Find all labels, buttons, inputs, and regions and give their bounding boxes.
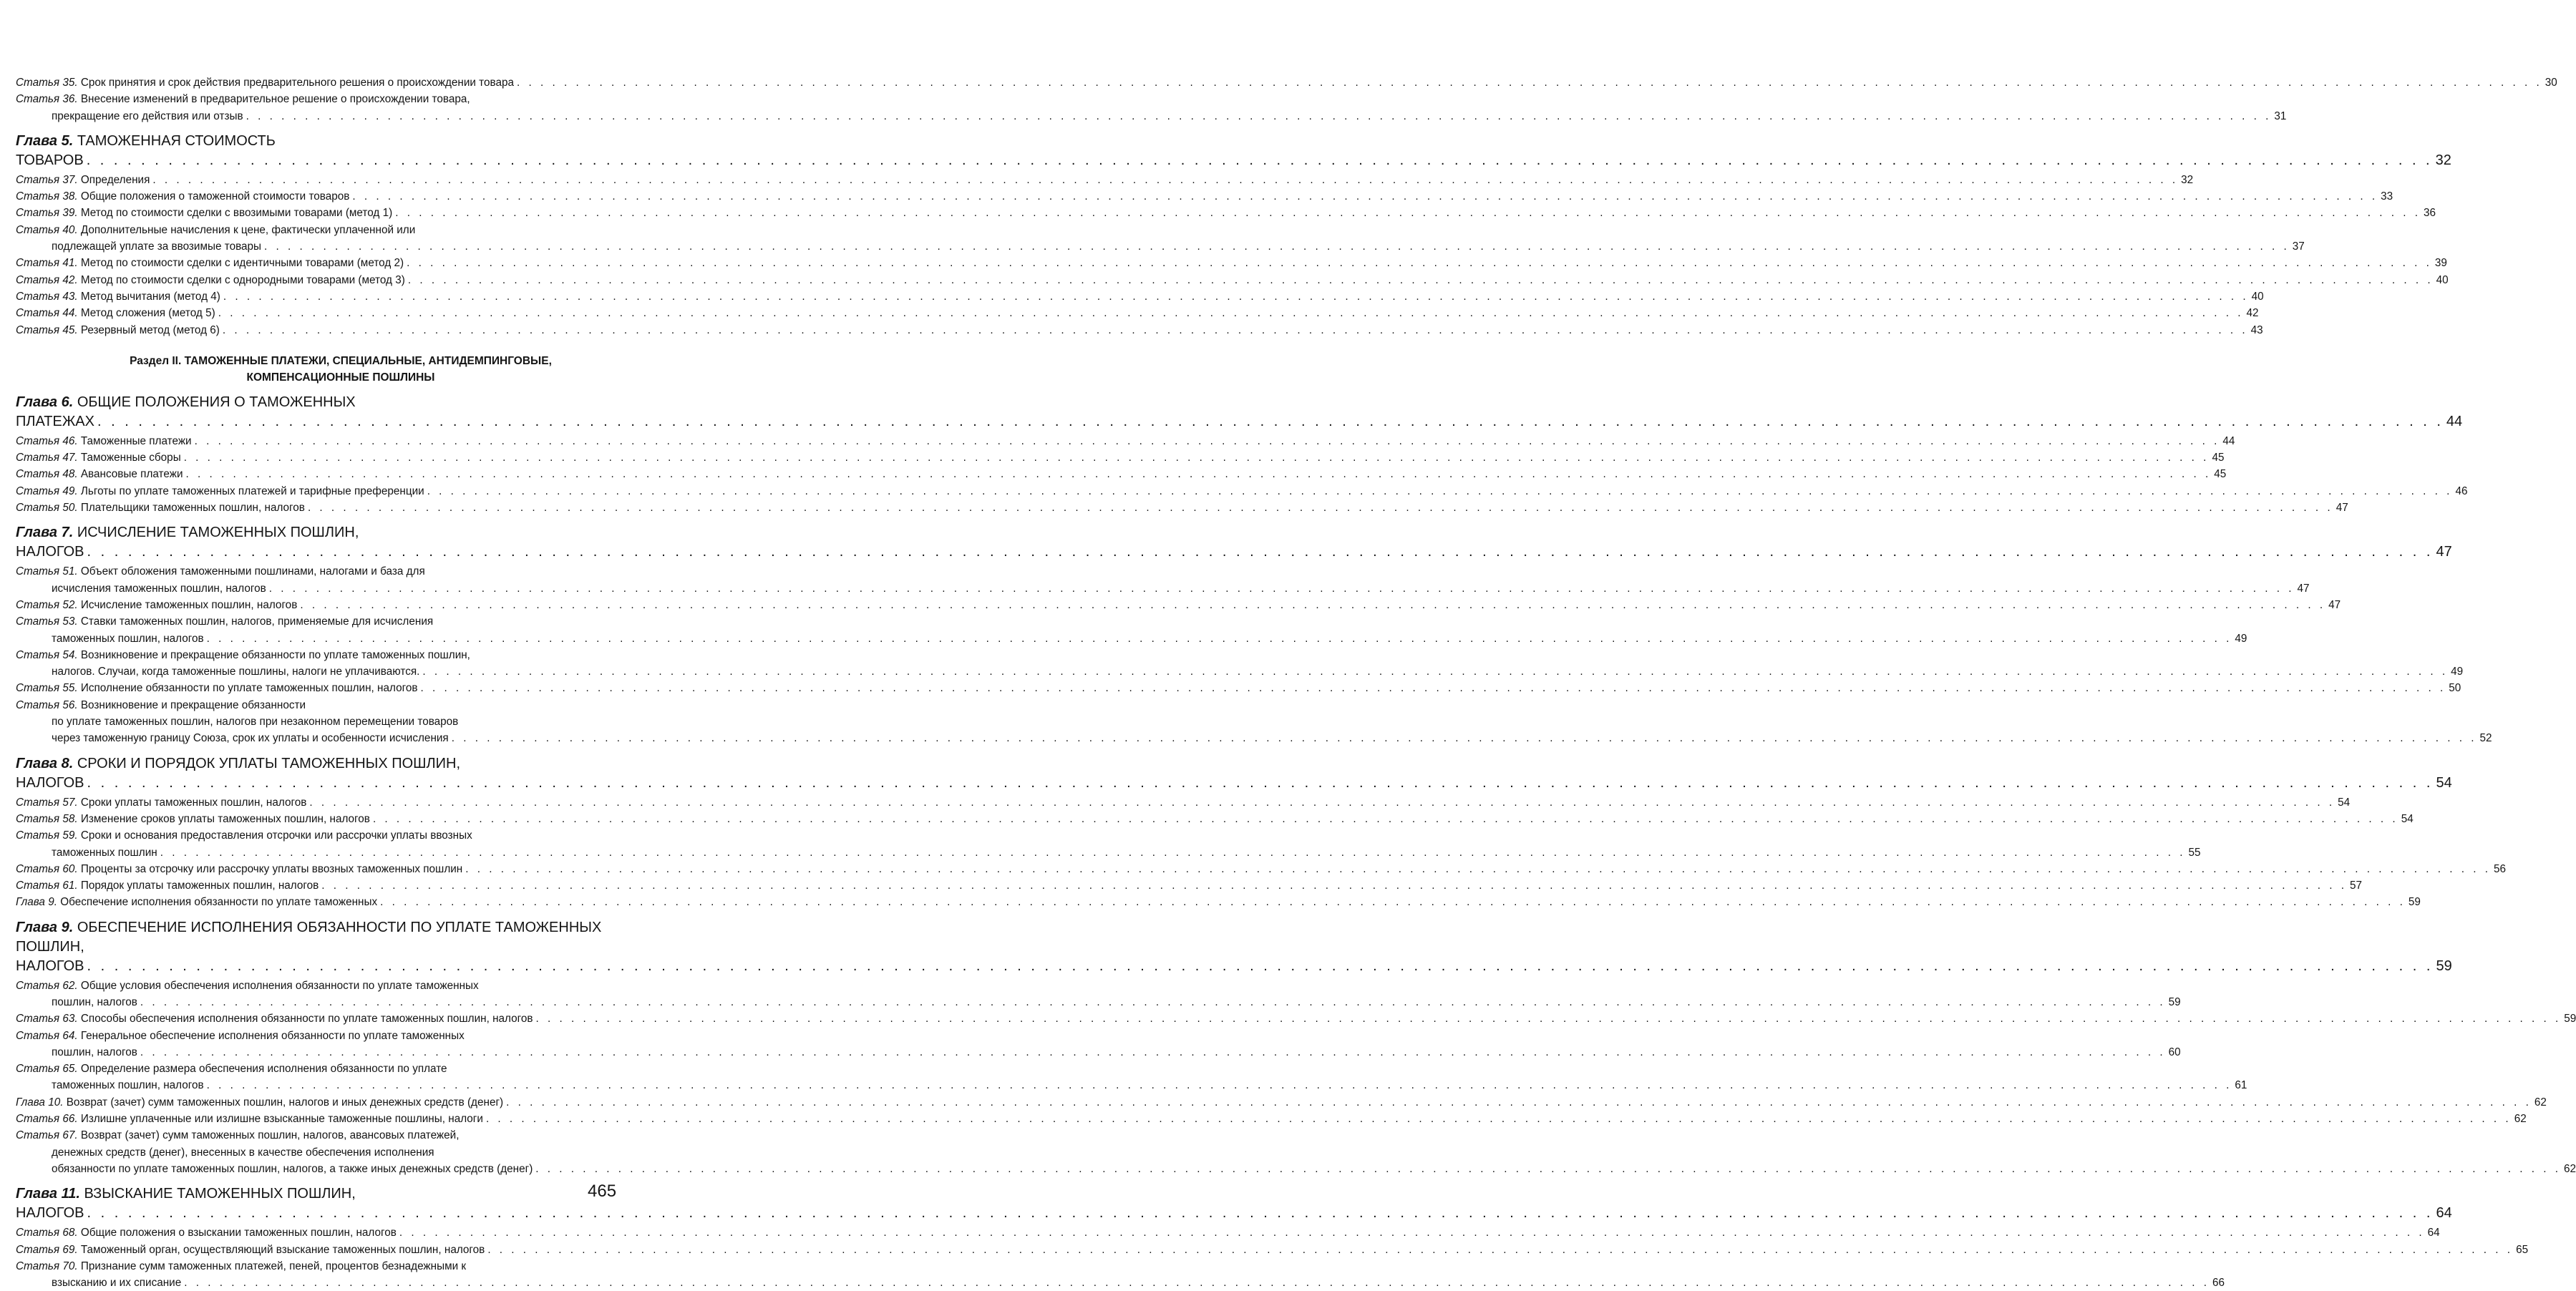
toc-line: [16, 918, 666, 937]
dot-leader: [373, 811, 2398, 827]
toc-entry-title: таможенных пошлин, налогов: [52, 632, 204, 645]
dot-leader: [308, 500, 2333, 516]
toc-entry-label: Статья 45.: [16, 323, 78, 336]
dot-leader: [140, 994, 2166, 1010]
toc-line: [16, 713, 666, 730]
toc-page-number: 62: [2564, 1162, 2576, 1175]
toc-entry-title: прекращение его действия или отзыв: [52, 109, 243, 122]
section-heading-line: КОМПЕНСАЦИОННЫЕ ПОШЛИНЫ: [246, 371, 435, 384]
toc-entry-label: Статья 37.: [16, 173, 78, 186]
toc-line: [16, 894, 2421, 910]
toc-entry-label: Статья 61.: [16, 880, 78, 892]
toc-chapter[interactable]: [16, 393, 2463, 432]
toc-entry-title: Порядок уплаты таможенных пошлин, налогов: [80, 880, 319, 892]
toc-entry-title: таможенных пошлин, налогов: [52, 1079, 204, 1092]
toc-page-number: 56: [2494, 862, 2507, 875]
toc-entry-title: Ставки таможенных пошлин, налогов, применяемые для исчисления: [80, 615, 434, 628]
toc-entry-title: Авансовые платежи: [80, 468, 183, 481]
toc-entry-label: Глава 7.: [16, 525, 74, 541]
toc-entry-label: Статья 42.: [16, 273, 78, 286]
toc-entry-label: Статья 60.: [16, 862, 78, 875]
toc-page-number: 47: [2436, 544, 2452, 560]
toc-entry-label: Статья 53.: [16, 615, 78, 628]
toc-entry-title: Генеральное обеспечение исполнения обязанности по уплате таможенных: [80, 1029, 465, 1042]
toc-entry-title: Метод сложения (метод 5): [80, 307, 215, 320]
toc-entry-title: Объект обложения таможенными пошлинами, налогами и база для: [80, 565, 425, 578]
toc-chapter[interactable]: [16, 1184, 2452, 1223]
toc-line: [16, 827, 666, 844]
toc-line: [16, 1242, 2529, 1258]
toc-line: [16, 272, 2449, 288]
toc-line: [16, 730, 2492, 746]
toc-entry-label: Статья 59.: [16, 829, 78, 842]
toc-page-number: 49: [2235, 632, 2247, 645]
toc-chapter[interactable]: [16, 918, 2452, 976]
toc-line: [16, 132, 2451, 170]
toc-entry-label: Глава 9.: [16, 919, 74, 935]
toc-line: [16, 466, 2227, 482]
dot-leader: [160, 844, 2186, 861]
dot-leader: [487, 1242, 2513, 1258]
toc-page-number: 54: [2338, 796, 2351, 809]
toc-entry-label: Глава 5.: [16, 132, 74, 149]
toc-entry-title: Общие условия обеспечения исполнения обязанности по уплате таможенных: [80, 979, 479, 992]
dot-leader: [407, 255, 2432, 271]
toc-line: [16, 91, 666, 107]
dot-leader: [97, 414, 2444, 429]
toc-line: [16, 978, 666, 994]
toc-article[interactable]: [16, 680, 2461, 696]
dot-leader: [264, 238, 2290, 255]
toc-line: [16, 1044, 2181, 1061]
toc-article[interactable]: [16, 1224, 2440, 1241]
toc-page-number: 66: [2212, 1277, 2225, 1290]
toc-article[interactable]: [16, 172, 2194, 188]
toc-entry-title: Метод по стоимости сделки с ввозимыми товарами (метод 1): [80, 207, 393, 220]
toc-article[interactable]: [16, 1242, 2529, 1258]
toc-entry-title: денежных средств (денег), внесенных в качестве обеспечения исполнения: [52, 1146, 434, 1159]
dot-leader: [218, 305, 2244, 321]
toc-entry-title: Внесение изменений в предварительное решение о происхождении товара,: [80, 93, 470, 106]
toc-entry-title: Изменение сроков уплаты таможенных пошлин, налогов: [80, 812, 370, 825]
toc-page-number: 61: [2235, 1079, 2247, 1092]
dot-leader: [195, 433, 2220, 449]
toc-article[interactable]: [16, 811, 2414, 827]
toc-article[interactable]: [16, 500, 2348, 516]
toc-line: [16, 108, 2287, 125]
toc-line: [16, 1010, 2576, 1027]
toc-line: [16, 937, 2452, 976]
toc-entry-label: Статья 62.: [16, 979, 78, 992]
dot-leader: [87, 544, 2434, 560]
toc-line: [16, 663, 2464, 680]
toc-page-number: 49: [2451, 666, 2464, 678]
toc-page-number: 33: [2381, 190, 2393, 203]
dot-leader: [246, 108, 2272, 125]
toc-entry-label: Статья 57.: [16, 796, 78, 809]
toc-entry-title: ОБЩИЕ ПОЛОЖЕНИЯ О ТАМОЖЕННЫХ ПЛАТЕЖАХ: [16, 394, 356, 429]
toc-article[interactable]: [16, 563, 2310, 597]
toc-entry-label: Статья 41.: [16, 257, 78, 270]
toc-entry-label: Статья 44.: [16, 307, 78, 320]
toc-page-number: 57: [2350, 880, 2363, 892]
toc-line: [16, 844, 2201, 861]
dot-leader: [184, 1275, 2210, 1291]
toc-line: [16, 74, 2557, 91]
toc-entry-label: Статья 66.: [16, 1113, 78, 1126]
toc-article[interactable]: [16, 647, 2464, 681]
toc-entry-label: Статья 52.: [16, 598, 78, 611]
toc-entry-title: через таможенную границу Союза, срок их уплаты и особенности исчисления: [52, 732, 449, 745]
toc-entry-title: Обеспечение исполнения обязанности по уплате таможенных: [60, 896, 378, 909]
toc-entry-label: Статья 51.: [16, 565, 78, 578]
toc-line: [16, 1077, 2247, 1093]
toc-article[interactable]: [16, 188, 2393, 205]
toc-page-number: 59: [2564, 1013, 2576, 1026]
toc-article[interactable]: [16, 305, 2259, 321]
toc-page-number: 31: [2274, 109, 2287, 122]
dot-leader: [517, 74, 2542, 91]
toc-article[interactable]: [16, 978, 2181, 1011]
dot-leader: [535, 1161, 2561, 1177]
toc-entry-title: подлежащей уплате за ввозимые товары: [52, 240, 262, 253]
toc-entry-label: Статья 68.: [16, 1227, 78, 1239]
toc-entry-title: взысканию и их списание: [52, 1277, 182, 1290]
toc-line: [16, 288, 2264, 305]
dot-leader: [152, 172, 2178, 188]
toc-article[interactable]: [16, 1258, 2225, 1291]
dot-leader: [399, 1224, 2425, 1241]
toc-entry-title: Дополнительные начисления к цене, фактически уплаченной или: [80, 223, 416, 236]
dot-leader: [184, 449, 2210, 466]
toc-line: [16, 697, 666, 713]
toc-article[interactable]: [16, 827, 2201, 861]
toc-line: [16, 433, 2235, 449]
toc-entry-title: Исчисление таможенных пошлин, налогов: [80, 598, 298, 611]
dot-leader: [352, 188, 2378, 205]
toc-page-number: 43: [2250, 323, 2263, 336]
toc-entry-label: Статья 50.: [16, 502, 78, 515]
toc-line: [16, 1111, 2527, 1127]
toc-page-number: 64: [2427, 1227, 2440, 1239]
toc-entry-label: Глава 11.: [16, 1186, 80, 1202]
toc-page-number: 65: [2516, 1243, 2529, 1256]
toc-entry-title: Определение размера обеспечения исполнения обязанности по уплате: [80, 1063, 447, 1076]
toc-entry-title: Определения: [80, 173, 150, 186]
toc-entry-title: СРОКИ И ПОРЯДОК УПЛАТЫ ТАМОЖЕННЫХ ПОШЛИН, НАЛОГОВ: [16, 755, 461, 791]
toc-article[interactable]: [16, 794, 2351, 811]
toc-entry-label: Статья 64.: [16, 1029, 78, 1042]
toc-page-number: 54: [2401, 812, 2414, 825]
toc-entry-label: Статья 46.: [16, 434, 78, 447]
toc-line: [16, 563, 666, 580]
page-number: 465: [588, 1182, 617, 1201]
toc-line: [16, 393, 2463, 432]
toc-article[interactable]: [16, 894, 2421, 910]
toc-entry-title: ПОШЛИН, НАЛОГОВ: [16, 938, 84, 974]
toc-page-number: 60: [2168, 1046, 2181, 1058]
toc-article[interactable]: [16, 255, 2447, 271]
dot-leader: [422, 663, 2448, 680]
toc-entry-label: Глава 6.: [16, 394, 74, 410]
toc-line: [16, 483, 2468, 500]
toc-line: [16, 1161, 2576, 1177]
dot-leader: [223, 288, 2249, 305]
toc-entry-title: Проценты за отсрочку или рассрочку уплаты ввозных таможенных пошлин: [80, 862, 463, 875]
table-of-contents: [16, 74, 2576, 1291]
toc-line: [16, 1061, 666, 1077]
toc-entry-title: обязанности по уплате таможенных пошлин, налогов, а также иных денежных средств (денег): [52, 1162, 533, 1175]
toc-page-number: 47: [2336, 502, 2348, 515]
toc-entry-title: ИСЧИСЛЕНИЕ ТАМОЖЕННЫХ ПОШЛИН, НАЛОГОВ: [16, 525, 359, 560]
dot-leader: [536, 1010, 2562, 1027]
toc-line: [16, 754, 2452, 793]
dot-leader: [207, 1077, 2232, 1093]
toc-line: [16, 1275, 2225, 1291]
toc-entry-label: Статья 47.: [16, 452, 78, 464]
toc-entry-label: Статья 40.: [16, 223, 78, 236]
toc-page-number: 47: [2297, 582, 2310, 595]
dot-leader: [395, 205, 2421, 221]
toc-page-number: 62: [2534, 1096, 2547, 1109]
toc-article[interactable]: [16, 91, 2287, 125]
toc-page-number: 44: [2222, 434, 2235, 447]
toc-entry-title: Возврат (зачет) сумм таможенных пошлин, налогов, авансовых платежей,: [80, 1129, 460, 1142]
toc-line: [16, 597, 2341, 613]
toc-line: [16, 322, 2263, 338]
toc-line: [16, 794, 2351, 811]
toc-entry-label: Статья 69.: [16, 1243, 78, 1256]
toc-article[interactable]: [16, 597, 2341, 613]
toc-entry-label: Статья 49.: [16, 484, 78, 497]
toc-line: [16, 1258, 666, 1275]
toc-page-number: 47: [2328, 598, 2341, 611]
toc-page-number: 39: [2434, 257, 2447, 270]
toc-entry-label: Статья 36.: [16, 93, 78, 106]
toc-page-number: 64: [2436, 1205, 2452, 1222]
toc-line: [16, 877, 2363, 894]
toc-entry-title: Резервный метод (метод 6): [80, 323, 220, 336]
dot-leader: [223, 322, 2248, 338]
toc-line: [16, 523, 2452, 562]
toc-line: [16, 255, 2447, 271]
toc-line: [16, 1224, 2440, 1241]
toc-entry-label: Статья 63.: [16, 1013, 78, 1026]
dot-leader: [380, 894, 2406, 910]
toc-entry-title: Возникновение и прекращение обязанности: [80, 698, 306, 711]
toc-line: [16, 580, 2310, 597]
toc-chapter[interactable]: [16, 523, 2452, 562]
toc-line: [16, 172, 2194, 188]
toc-entry-title: Возникновение и прекращение обязанности по уплате таможенных пошлин,: [80, 648, 470, 661]
toc-page-number: 54: [2436, 774, 2452, 791]
section-heading-line: Раздел II. ТАМОЖЕННЫЕ ПЛАТЕЖИ, СПЕЦИАЛЬНЫЕ, АНТИДЕМПИНГОВЫЕ,: [130, 354, 552, 367]
toc-page-number: 52: [2479, 732, 2492, 745]
toc-page-number: 62: [2514, 1113, 2527, 1126]
toc-line: [16, 994, 2181, 1010]
toc-article[interactable]: [16, 322, 2263, 338]
toc-line: [16, 647, 666, 663]
toc-article[interactable]: [16, 1111, 2527, 1127]
toc-entry-title: Исполнение обязанности по уплате таможенных пошлин, налогов: [80, 682, 418, 695]
dot-leader: [506, 1094, 2532, 1111]
toc-page-number: 50: [2449, 682, 2461, 695]
toc-page-number: 59: [2168, 995, 2181, 1008]
toc-article[interactable]: [16, 466, 2227, 482]
toc-article[interactable]: [16, 697, 2492, 747]
toc-line: [16, 630, 2247, 647]
toc-page-number: 45: [2214, 468, 2227, 481]
toc-entry-label: Статья 70.: [16, 1260, 78, 1272]
dot-leader: [309, 794, 2335, 811]
toc-entry-label: Статья 67.: [16, 1129, 78, 1142]
toc-entry-title: Льготы по уплате таможенных платежей и тарифные преференции: [80, 484, 424, 497]
toc-line: [16, 1094, 2547, 1111]
dot-leader: [427, 483, 2453, 500]
toc-entry-title: Общие положения о таможенной стоимости товаров: [80, 190, 350, 203]
toc-entry-title: Плательщики таможенных пошлин, налогов: [80, 502, 305, 515]
dot-leader: [140, 1044, 2166, 1061]
toc-line: [16, 222, 666, 238]
toc-article[interactable]: [16, 1094, 2547, 1111]
dot-leader: [87, 775, 2434, 791]
toc-line: [16, 449, 2225, 466]
toc-line: [16, 680, 2461, 696]
toc-article[interactable]: [16, 1010, 2576, 1027]
toc-page-number: 55: [2188, 846, 2201, 859]
toc-article[interactable]: [16, 288, 2264, 305]
toc-article[interactable]: [16, 222, 2305, 255]
toc-page-number: 36: [2423, 207, 2436, 220]
toc-entry-label: Статья 35.: [16, 77, 78, 89]
toc-entry-title: Сроки уплаты таможенных пошлин, налогов: [80, 796, 307, 809]
toc-entry-label: Глава 9.: [16, 896, 57, 909]
toc-article[interactable]: [16, 861, 2507, 877]
toc-article[interactable]: [16, 74, 2557, 91]
toc-article[interactable]: [16, 1127, 2576, 1177]
dot-leader: [87, 152, 2433, 168]
toc-entry-title: Таможенные платежи: [80, 434, 192, 447]
dot-leader: [408, 272, 2434, 288]
toc-entry-title: Признание сумм таможенных платежей, пеней, процентов безнадежными к: [80, 1260, 467, 1272]
dot-leader: [186, 466, 2212, 482]
dot-leader: [452, 730, 2477, 746]
toc-line: [16, 500, 2348, 516]
toc-entry-title: ВЗЫСКАНИЕ ТАМОЖЕННЫХ ПОШЛИН, НАЛОГОВ: [16, 1186, 356, 1222]
toc-line: [16, 1144, 666, 1161]
toc-line: [16, 238, 2305, 255]
toc-page-number: 42: [2246, 307, 2259, 320]
toc-line: [16, 1028, 666, 1044]
toc-entry-label: Статья 55.: [16, 682, 78, 695]
toc-entry-label: Статья 65.: [16, 1063, 78, 1076]
toc-article[interactable]: [16, 272, 2449, 288]
toc-page-number: 30: [2545, 77, 2557, 89]
toc-entry-label: Статья 39.: [16, 207, 78, 220]
toc-chapter[interactable]: [16, 132, 2451, 170]
toc-entry-label: Статья 48.: [16, 468, 78, 481]
toc-page-number: 45: [2212, 452, 2225, 464]
toc-entry-label: Статья 54.: [16, 648, 78, 661]
toc-article[interactable]: [16, 1061, 2247, 1094]
toc-entry-title: Возврат (зачет) сумм таможенных пошлин, налогов и иных денежных средств (денег): [66, 1096, 504, 1109]
toc-line: [16, 613, 666, 630]
toc-entry-title: Срок принятия и срок действия предварительного решения о происхождении товара: [80, 77, 514, 89]
toc-article[interactable]: [16, 449, 2225, 466]
toc-line: [16, 861, 2507, 877]
toc-entry-title: Сроки и основания предоставления отсрочки или рассрочки уплаты ввозных: [80, 829, 472, 842]
toc-page-number: 59: [2408, 896, 2421, 909]
toc-page-number: 32: [2435, 152, 2451, 168]
toc-line: [16, 188, 2393, 205]
toc-page-number: 40: [2436, 273, 2449, 286]
section-heading: [16, 353, 666, 386]
toc-entry-label: Статья 38.: [16, 190, 78, 203]
toc-article[interactable]: [16, 433, 2235, 449]
toc-entry-title: пошлин, налогов: [52, 1046, 137, 1058]
toc-chapter[interactable]: [16, 754, 2452, 793]
toc-page-number: 44: [2446, 413, 2463, 429]
toc-entry-title: ТАМОЖЕННАЯ СТОИМОСТЬ ТОВАРОВ: [16, 132, 276, 168]
dot-leader: [207, 630, 2232, 647]
toc-page-number: 37: [2292, 240, 2305, 253]
dot-leader: [300, 597, 2325, 613]
toc-entry-title: пошлин, налогов: [52, 995, 137, 1008]
dot-leader: [486, 1111, 2512, 1127]
toc-line: [16, 305, 2259, 321]
dot-leader: [87, 958, 2434, 974]
toc-entry-label: Глава 10.: [16, 1096, 64, 1109]
toc-entry-label: Статья 43.: [16, 290, 78, 303]
toc-page-number: 32: [2181, 173, 2194, 186]
toc-page-number: 40: [2251, 290, 2264, 303]
toc-article[interactable]: [16, 483, 2468, 500]
toc-entry-title: Метод вычитания (метод 4): [80, 290, 220, 303]
toc-entry-label: Статья 56.: [16, 698, 78, 711]
toc-page-number: 46: [2455, 484, 2468, 497]
toc-entry-label: Статья 58.: [16, 812, 78, 825]
toc-entry-label: Глава 8.: [16, 755, 74, 771]
toc-entry-title: Метод по стоимости сделки с идентичными товарами (метод 2): [80, 257, 404, 270]
dot-leader: [465, 861, 2491, 877]
toc-article[interactable]: [16, 1028, 2181, 1061]
toc-line: [16, 1127, 666, 1144]
toc-entry-title: Таможенные сборы: [80, 452, 181, 464]
toc-entry-title: по уплате таможенных пошлин, налогов при незаконном перемещении товаров: [52, 716, 459, 729]
toc-article[interactable]: [16, 877, 2363, 894]
toc-line: [16, 205, 2436, 221]
toc-entry-title: Таможенный орган, осуществляющий взыскание таможенных пошлин, налогов: [80, 1243, 485, 1256]
dot-leader: [269, 580, 2295, 597]
toc-entry-title: исчисления таможенных пошлин, налогов: [52, 582, 266, 595]
dot-leader: [321, 877, 2347, 894]
dot-leader: [420, 680, 2446, 696]
toc-entry-title: налогов. Случаи, когда таможенные пошлины, налоги не уплачиваются.: [52, 666, 420, 678]
toc-entry-title: Метод по стоимости сделки с однородными товарами (метод 3): [80, 273, 405, 286]
toc-article[interactable]: [16, 205, 2436, 221]
dot-leader: [87, 1205, 2434, 1221]
toc-entry-title: Способы обеспечения исполнения обязанности по уплате таможенных пошлин, налогов: [80, 1013, 533, 1026]
toc-page-number: 59: [2436, 958, 2452, 974]
toc-entry-title: ОБЕСПЕЧЕНИЕ ИСПОЛНЕНИЯ ОБЯЗАННОСТИ ПО УПЛАТЕ ТАМОЖЕННЫХ: [77, 919, 602, 935]
toc-entry-title: Излишне уплаченные или излишне взысканные таможенные пошлины, налоги: [80, 1113, 483, 1126]
toc-line: [16, 811, 2414, 827]
toc-article[interactable]: [16, 613, 2247, 647]
toc-entry-title: таможенных пошлин: [52, 846, 157, 859]
toc-entry-title: Общие положения о взыскании таможенных пошлин, налогов: [80, 1227, 397, 1239]
toc-line: [16, 1184, 2452, 1223]
